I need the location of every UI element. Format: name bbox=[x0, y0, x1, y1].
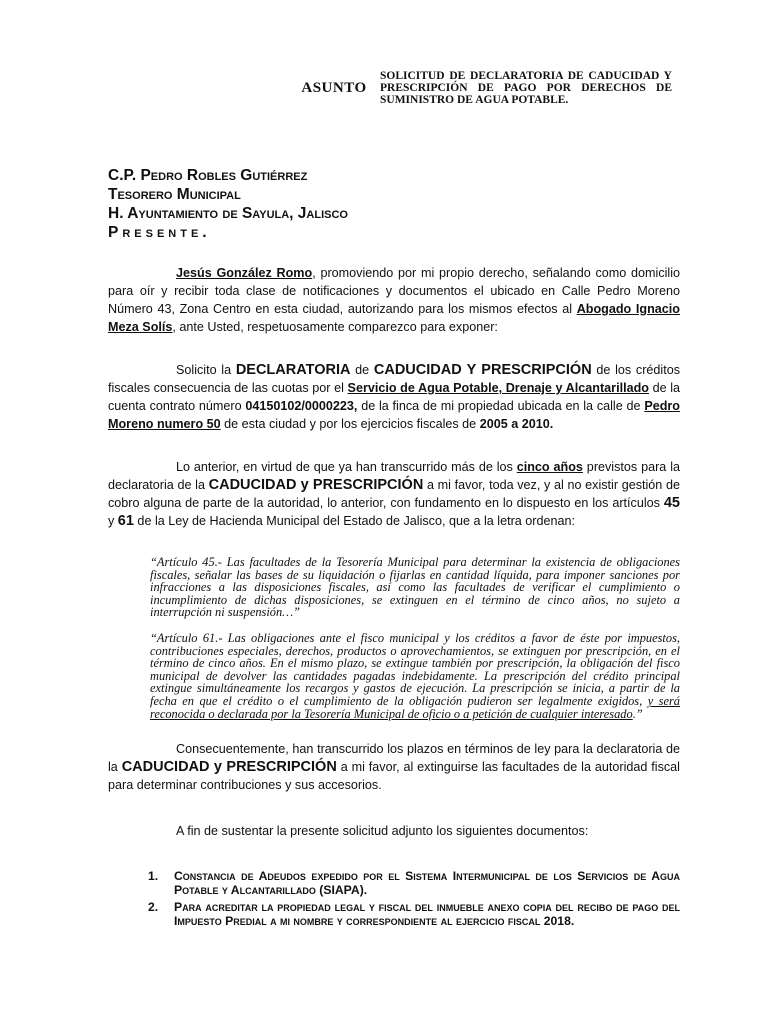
list-number: 1. bbox=[148, 869, 159, 883]
fiscal-years: 2005 a 2010. bbox=[479, 417, 554, 431]
asunto-text: SOLICITUD DE DECLARATORIA DE CADUCIDAD Y PRESCRIPCIÓN DE PAGO POR DERECHOS DE SUMINISTRO DE AGUA POTABLE. bbox=[380, 70, 672, 106]
list-item bbox=[148, 900, 680, 928]
list-item-text: Para acreditar la propiedad legal y fiscal del inmueble anexo copia del recibo de pago del Impuesto Predial a mi nombre y correspondiente al ejercicio fiscal 2018. bbox=[174, 900, 680, 928]
addressee-presente: Presente. bbox=[108, 224, 211, 241]
intro-text-end: , ante Usted, respetuosamente comparezco para exponer: bbox=[172, 320, 498, 334]
list-number: 2. bbox=[148, 900, 159, 914]
asunto-label: ASUNTO bbox=[301, 80, 367, 96]
property-street: Pedro Moreno numero 50 bbox=[108, 399, 681, 431]
basis-paragraph bbox=[108, 458, 680, 530]
conclusion-text: Consecuentemente, han transcurrido los plazos en términos de ley para la declaratoria de la bbox=[108, 742, 680, 774]
basis-text: a mi favor, toda vez, y al no existir gestión de cobro alguna de parte de la autoridad, lo anterior, con fundamento en lo dispuesto en los artículos bbox=[108, 478, 680, 510]
declaratoria-term: DECLARATORIA bbox=[235, 362, 351, 378]
caducidad-term: CADUCIDAD y PRESCRIPCIÓN bbox=[121, 759, 337, 775]
document-list bbox=[148, 869, 680, 931]
basis-text: de la Ley de Hacienda Municipal del Estado de Jalisco, que a la letra ordenan: bbox=[133, 514, 576, 528]
attachments-intro: A fin de sustentar la presente solicitud adjunto los siguientes documentos: bbox=[176, 824, 589, 838]
basis-text: y bbox=[108, 514, 118, 528]
quote-underlined: y será reconocida o declarada por la Tesorería Municipal de oficio o a petición de cualquier interesado bbox=[150, 693, 681, 721]
five-years-term: cinco años bbox=[516, 460, 583, 474]
intro-paragraph bbox=[108, 264, 680, 336]
request-text: de los créditos fiscales consecuencia de las cuotas por el bbox=[108, 363, 680, 395]
caducidad-term: CADUCIDAD y PRESCRIPCIÓN bbox=[208, 477, 424, 493]
request-text: de la cuenta contrato número bbox=[108, 381, 681, 413]
article-45-quote: “Artículo 45.- Las facultades de la Tesorería Municipal para determinar la existencia de obligaciones fiscales, señalar las bases de su liquidación o fijarlas en cantidad líquida, para imponer sanciones por infracciones a las disposiciones fiscales, así como las facultades de verificar el cumplimiento o incumplimiento de dichas disposiciones, se extinguen en el término de cinco años, no sujeto a interrupción ni suspensión…” bbox=[150, 555, 680, 620]
list-item-text: Constancia de Adeudos expedido por el Sistema Intermunicipal de los Servicios de Agua Potable y Alcantarillado (SIAPA). bbox=[174, 869, 680, 897]
petitioner-name: Jesús González Romo bbox=[176, 266, 313, 280]
article-45-ref: 45 bbox=[663, 495, 680, 511]
request-text: de esta ciudad y por los ejercicios fiscales de bbox=[220, 417, 480, 431]
request-paragraph bbox=[108, 361, 680, 433]
quote-text: “Artículo 61.- Las obligaciones ante el fisco municipal y los créditos a favor de éste por impuestos, contribuciones especiales, derechos, productos o aprovechamientos, se extinguen por prescripción, en el término de cinco años. En el mismo plazo, se extingue también por prescripción, la obligación del fisco municipal de devolver las cantidades pagadas indebidamente. La prescripción del crédito principal extingue simultáneamente los recargos y gastos de ejecución. La prescripción se inicia, a partir de la fecha en que el crédito o el cumplimiento de la obligación pudieron ser legalmente exigidos, bbox=[150, 631, 680, 708]
request-text: de bbox=[350, 363, 374, 377]
quote-end: .” bbox=[632, 706, 643, 721]
addressee-institution: H. Ayuntamiento de Sayula, Jalisco bbox=[108, 205, 348, 222]
article-61-ref: 61 bbox=[117, 513, 134, 529]
request-text: Solicito la bbox=[176, 363, 236, 377]
conclusion-paragraph bbox=[108, 740, 680, 794]
conclusion-text: a mi favor, al extinguirse las facultades de la autoridad fiscal para determinar contribuciones y sus accesorios. bbox=[108, 760, 680, 792]
caducidad-term: CADUCIDAD Y PRESCRIPCIÓN bbox=[373, 362, 592, 378]
list-item bbox=[148, 869, 680, 897]
service-name: Servicio de Agua Potable, Drenaje y Alcantarillado bbox=[347, 381, 649, 395]
addressee-position: Tesorero Municipal bbox=[108, 186, 241, 203]
request-text: de la finca de mi propiedad ubicada en la calle de bbox=[357, 399, 645, 413]
account-number: 04150102/0000223, bbox=[245, 399, 358, 413]
addressee-block bbox=[108, 166, 528, 242]
lawyer-name: Abogado Ignacio Meza Solís bbox=[108, 302, 680, 334]
article-61-quote bbox=[150, 632, 680, 720]
intro-text: , promoviendo por mi propio derecho, señalando como domicilio para oír y recibir toda clase de notificaciones y documentos el ubicado en Calle Pedro Moreno Número 43, Zona Centro en esta ciudad, autorizando para los mismos efectos al bbox=[108, 266, 681, 316]
addressee-name: C.P. Pedro Robles Gutiérrez bbox=[108, 167, 308, 184]
basis-text: Lo anterior, en virtud de que ya han transcurrido más de los bbox=[176, 460, 517, 474]
basis-text: previstos para la declaratoria de la bbox=[108, 460, 680, 492]
